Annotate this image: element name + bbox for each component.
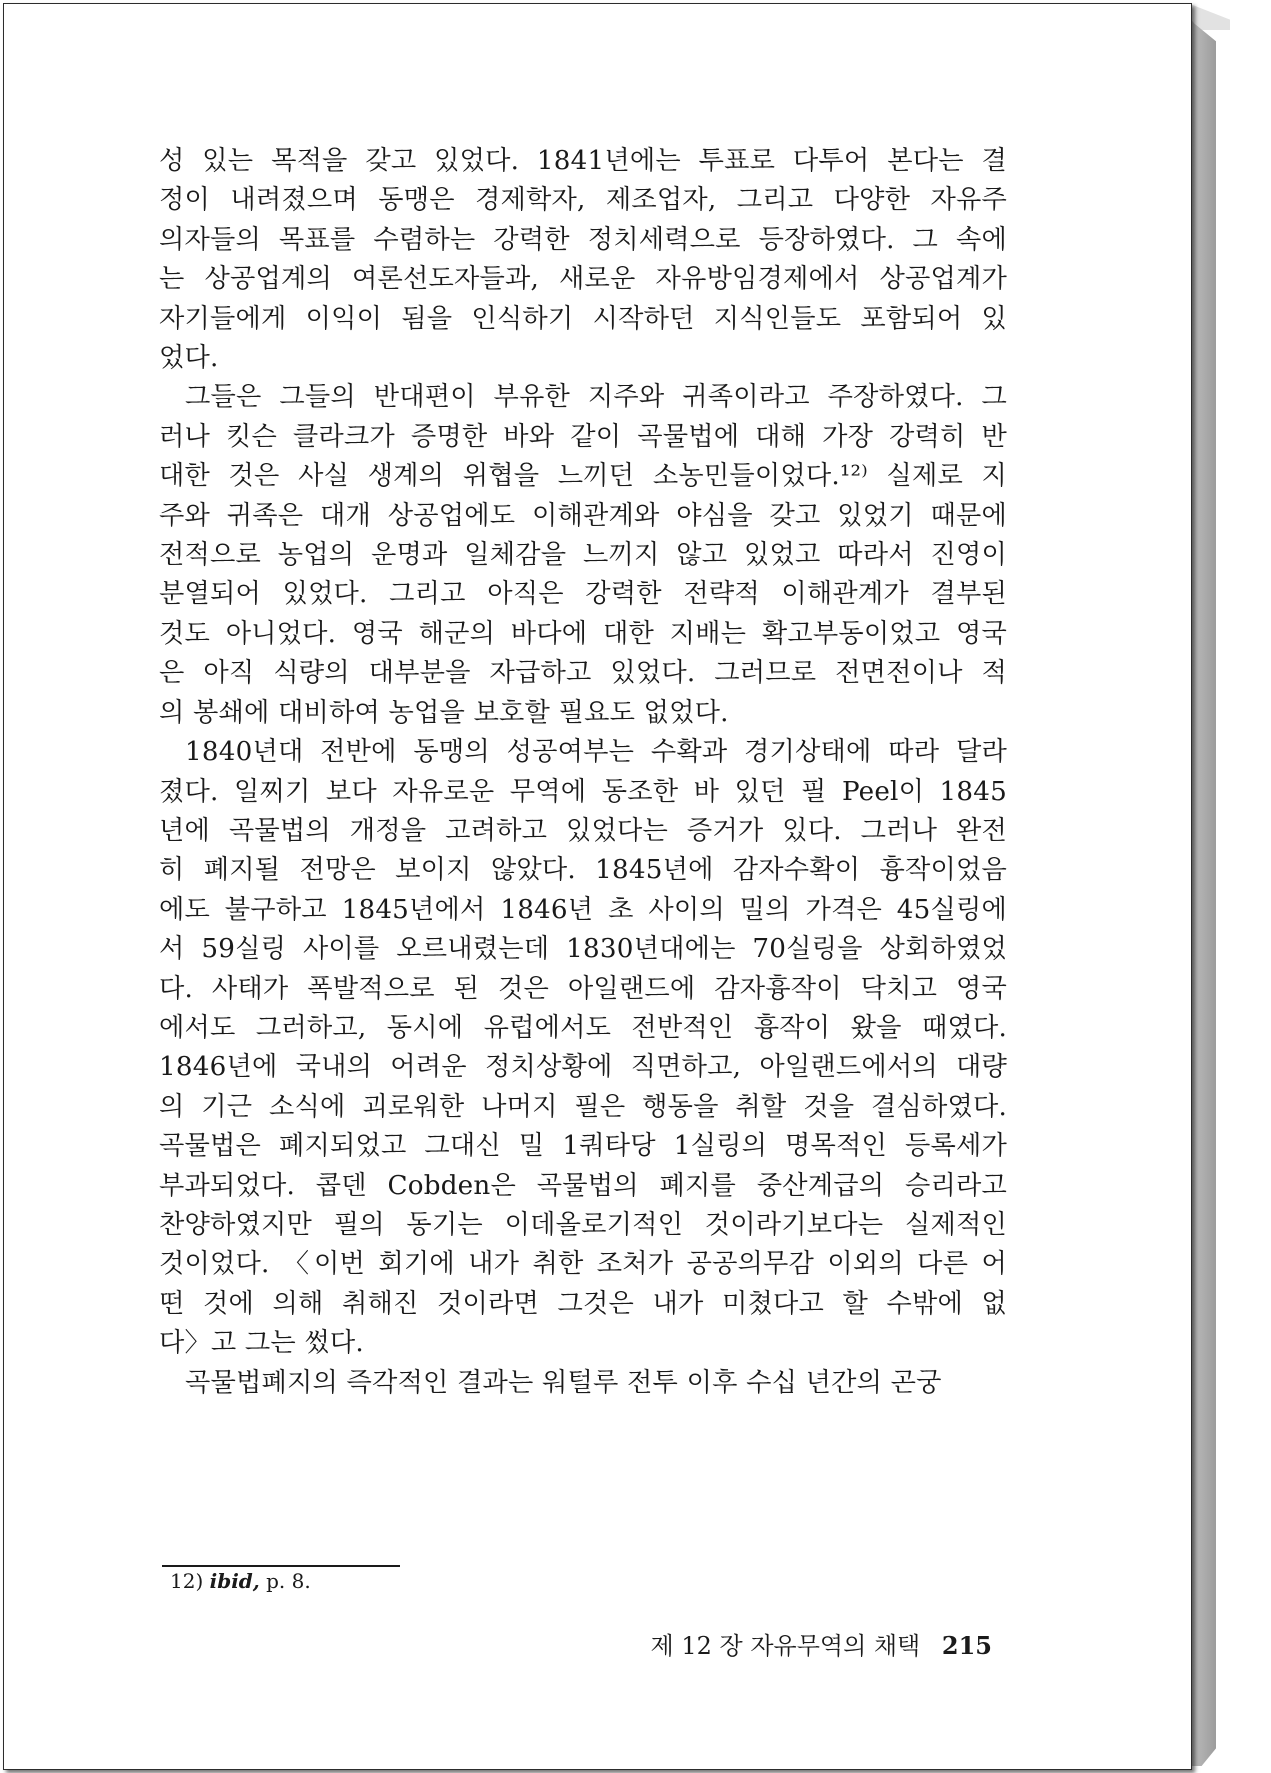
paragraph <box>159 1364 1007 1403</box>
text-line: 자기들에게 이익이 됨을 인식하기 시작하던 지식인들도 포함되어 있 <box>159 303 1007 334</box>
text-line: 의 기근 소식에 괴로워한 나머지 필은 행동을 취할 것을 결심하였다. <box>159 1091 1007 1122</box>
text-line: 었다. <box>159 343 219 374</box>
text-line: 히 폐지될 전망은 보이지 않았다. 1845년에 감자수확이 흉작이었음 <box>159 855 1007 886</box>
footnote-page: p. 8. <box>266 1569 311 1593</box>
text-line: 년에 곡물법의 개정을 고려하고 있었다는 증거가 있다. 그러나 완전 <box>159 815 1007 846</box>
text-line: 에도 불구하고 1845년에서 1846년 초 사이의 밀의 가격은 45실링에 <box>159 894 1007 925</box>
text-line: 그들은 그들의 반대편이 부유한 지주와 귀족이라고 주장하였다. 그 <box>185 382 1007 413</box>
chapter-label: 제 12 장 <box>650 1632 743 1660</box>
footnote-number: 12) <box>170 1569 204 1593</box>
footnote-source: ibid, <box>209 1569 260 1593</box>
text-line: 곡물법폐지의 즉각적인 결과는 워털루 전투 이후 수십 년간의 곤궁 <box>185 1367 942 1398</box>
text-line: 정이 내려졌으며 동맹은 경제학자, 제조업자, 그리고 다양한 자유주 <box>159 185 1007 216</box>
text-line: 졌다. 일찌기 보다 자유로운 무역에 동조한 바 있던 필 Peel이 1845 <box>159 776 1007 807</box>
footnote-rule <box>162 1565 400 1567</box>
text-line: 1846년에 국내의 어려운 정치상황에 직면하고, 아일랜드에서의 대량 <box>159 1052 1007 1083</box>
text-line: 에서도 그러하고, 동시에 유럽에서도 전반적인 흉작이 왔을 때였다. <box>159 1012 1007 1043</box>
text-line: 다. 사태가 폭발적으로 된 것은 아일랜드에 감자흉작이 닥치고 영국 <box>159 973 1007 1004</box>
paragraph <box>159 142 1007 378</box>
text-line: 찬양하였지만 필의 동기는 이데올로기적인 것이라기보다는 실제적인 <box>159 1209 1007 1240</box>
text-line: 대한 것은 사실 생계의 위협을 느끼던 소농민들이었다.¹²⁾ 실제로 지 <box>159 461 1007 492</box>
text-line: 떤 것에 의해 취해진 것이라면 그것은 내가 미쳤다고 할 수밖에 없 <box>159 1288 1007 1319</box>
text-line: 서 59실링 사이를 오르내렸는데 1830년대에는 70실링을 상회하였었 <box>159 934 1007 965</box>
text-line: 의 봉쇄에 대비하여 농업을 보호할 필요도 없었다. <box>159 697 729 728</box>
book-page <box>3 3 1192 1770</box>
text-line: 성 있는 목적을 갖고 있었다. 1841년에는 투표로 다투어 본다는 결 <box>159 146 1007 176</box>
text-line: 은 아직 식량의 대부분을 자급하고 있었다. 그러므로 전면전이나 적 <box>159 658 1007 689</box>
text-line: 1840년대 전반에 동맹의 성공여부는 수확과 경기상태에 따라 달라 <box>185 737 1007 768</box>
text-line: 의자들의 목표를 수렴하는 강력한 정치세력으로 등장하였다. 그 속에 <box>159 224 1007 255</box>
text-line: 러나 킷슨 클라크가 증명한 바와 같이 곡물법에 대해 가장 강력히 반 <box>159 421 1007 452</box>
text-line: 것이었다. 〈이번 회기에 내가 취한 조처가 공공의무감 이외의 다른 어 <box>159 1249 1007 1280</box>
text-line: 주와 귀족은 대개 상공업에도 이해관계와 야심을 갖고 있었기 때문에 <box>159 500 1007 531</box>
footnote <box>170 1569 311 1593</box>
text-line: 전적으로 농업의 운명과 일체감을 느끼지 않고 있었고 따라서 진영이 <box>159 540 1007 571</box>
page-number: 215 <box>941 1631 992 1660</box>
text-line: 분열되어 있었다. 그리고 아직은 강력한 전략적 이해관계가 결부된 <box>159 579 1007 610</box>
text-line: 곡물법은 폐지되었고 그대신 밀 1쿼타당 1실링의 명목적인 등록세가 <box>159 1131 1007 1162</box>
running-footer <box>644 1626 992 1661</box>
text-line: 것도 아니었다. 영국 해군의 바다에 대한 지배는 확고부동이었고 영국 <box>159 618 1007 649</box>
paragraph <box>159 378 1007 733</box>
paragraph <box>159 733 1007 1364</box>
chapter-title: 자유무역의 채택 <box>750 1632 921 1660</box>
text-line: 는 상공업계의 여론선도자들과, 새로운 자유방임경제에서 상공업계가 <box>159 264 1007 295</box>
body-text <box>159 142 1007 1403</box>
text-line: 다〉고 그는 썼다. <box>159 1328 364 1359</box>
text-line: 부과되었다. 콥덴 Cobden은 곡물법의 폐지를 중산계급의 승리라고 <box>159 1170 1007 1201</box>
